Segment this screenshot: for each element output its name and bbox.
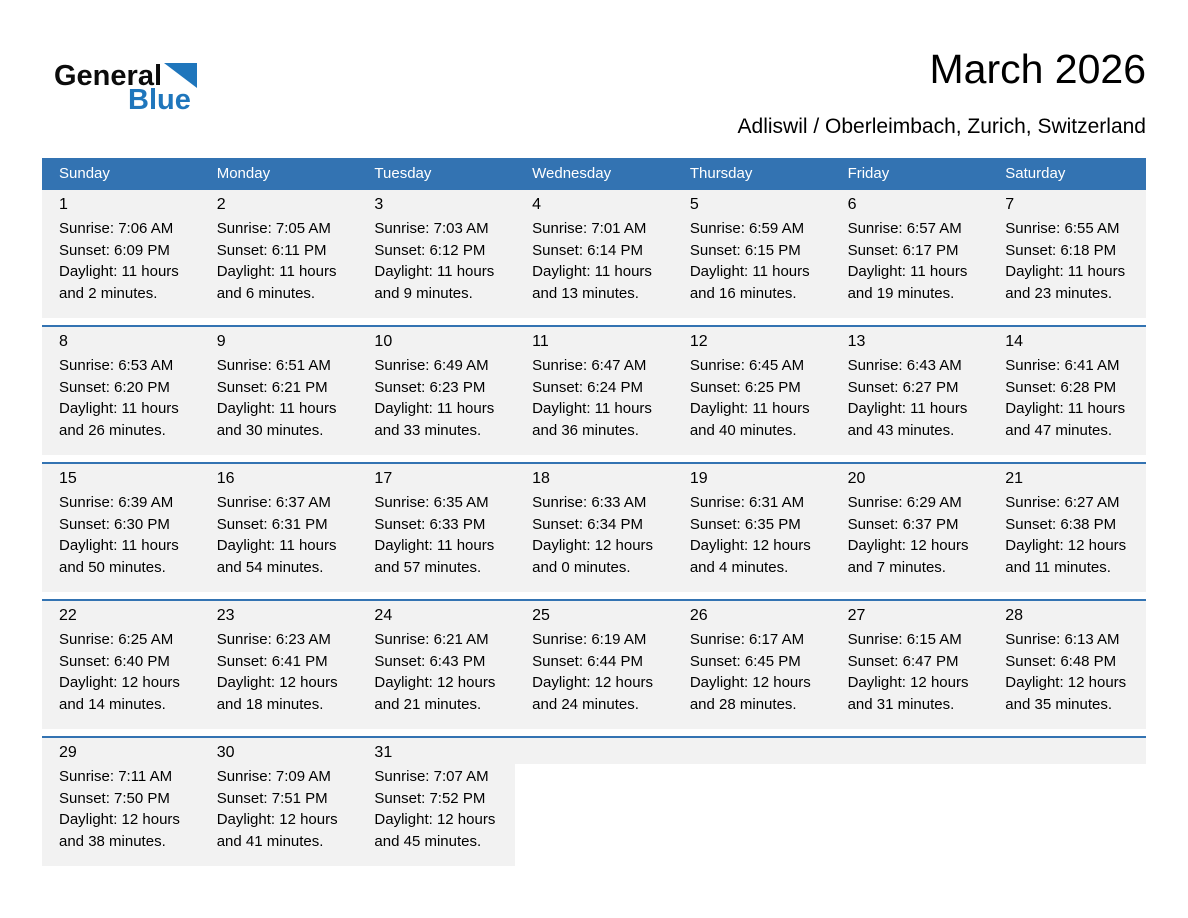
- day-number: 16: [200, 464, 358, 492]
- day-number: 5: [673, 190, 831, 218]
- daylight-text: Daylight: 11 hours and 19 minutes.: [847, 263, 968, 302]
- empty-day-cell: [831, 738, 989, 866]
- day-cell: [515, 327, 673, 455]
- logo-text-blue: Blue: [128, 84, 191, 116]
- sunset-text: Sunset: 6:09 PM: [59, 241, 170, 259]
- day-number: 24: [357, 601, 515, 629]
- day-cell: [515, 464, 673, 592]
- sunset-text: Sunset: 6:12 PM: [374, 241, 486, 259]
- daylight-text: Daylight: 12 hours and 11 minutes.: [1005, 537, 1127, 576]
- day-number: 20: [831, 464, 989, 492]
- weekday-wednesday: Wednesday: [532, 164, 612, 182]
- sunset-text: Sunset: 7:52 PM: [374, 789, 486, 807]
- day-number: 2: [200, 190, 358, 218]
- weekday-friday: Friday: [847, 164, 890, 182]
- daylight-text: Daylight: 11 hours and 2 minutes.: [59, 263, 179, 302]
- daylight-text: Daylight: 11 hours and 16 minutes.: [689, 263, 810, 302]
- daylight-text: Daylight: 11 hours and 36 minutes.: [532, 400, 652, 439]
- daylight-text: Daylight: 11 hours and 33 minutes.: [374, 400, 495, 439]
- sunrise-text: Sunrise: 7:07 AM: [374, 768, 489, 785]
- sunset-text: Sunset: 6:28 PM: [1005, 378, 1117, 396]
- sunrise-text: Sunrise: 6:43 AM: [847, 357, 962, 374]
- daylight-text: Daylight: 11 hours and 40 minutes.: [689, 400, 810, 439]
- sunrise-text: Sunrise: 6:55 AM: [1005, 220, 1120, 237]
- sunset-text: Sunset: 6:43 PM: [374, 652, 486, 670]
- day-number: 9: [200, 327, 358, 355]
- page-title: March 2026: [929, 46, 1146, 92]
- daylight-text: Daylight: 12 hours and 41 minutes.: [216, 811, 338, 850]
- day-cell: [831, 190, 989, 318]
- weekday-sunday: Sunday: [59, 164, 110, 182]
- day-cell: [42, 327, 200, 455]
- day-number: 1: [42, 190, 200, 218]
- sunrise-text: Sunrise: 6:41 AM: [1005, 357, 1120, 374]
- day-number: 30: [200, 738, 358, 766]
- day-number: 17: [357, 464, 515, 492]
- day-number: 29: [42, 738, 200, 766]
- sunrise-text: Sunrise: 6:33 AM: [532, 494, 647, 511]
- empty-day-cell: [515, 738, 673, 866]
- sunrise-text: Sunrise: 6:23 AM: [216, 631, 331, 648]
- daylight-text: Daylight: 12 hours and 7 minutes.: [847, 537, 969, 576]
- day-cell: [357, 464, 515, 592]
- sunrise-text: Sunrise: 6:57 AM: [847, 220, 962, 237]
- day-number: 10: [357, 327, 515, 355]
- sunset-text: Sunset: 6:11 PM: [216, 241, 327, 259]
- day-number: 15: [42, 464, 200, 492]
- day-number: 28: [988, 601, 1146, 629]
- weekday-header-row: [42, 158, 1146, 188]
- sunrise-text: Sunrise: 6:37 AM: [216, 494, 331, 511]
- sunset-text: Sunset: 6:25 PM: [689, 378, 801, 396]
- sunrise-text: Sunrise: 7:05 AM: [216, 220, 331, 237]
- sunrise-text: Sunrise: 6:49 AM: [374, 357, 489, 374]
- page-subtitle: Adliswil / Oberleimbach, Zurich, Switzerland: [737, 115, 1146, 139]
- day-number: 12: [673, 327, 831, 355]
- day-cell: [515, 190, 673, 318]
- sunrise-text: Sunrise: 6:35 AM: [374, 494, 489, 511]
- sunset-text: Sunset: 6:27 PM: [847, 378, 959, 396]
- daylight-text: Daylight: 12 hours and 28 minutes.: [689, 674, 811, 713]
- day-number: 26: [673, 601, 831, 629]
- day-number: 19: [673, 464, 831, 492]
- sunset-text: Sunset: 6:38 PM: [1005, 515, 1117, 533]
- daylight-text: Daylight: 11 hours and 30 minutes.: [216, 400, 337, 439]
- sunset-text: Sunset: 7:50 PM: [59, 789, 170, 807]
- day-number: 21: [988, 464, 1146, 492]
- day-cell: [673, 327, 831, 455]
- day-cell: [357, 327, 515, 455]
- sunrise-text: Sunrise: 6:45 AM: [689, 357, 805, 374]
- day-number: 6: [831, 190, 989, 218]
- day-cell: [42, 464, 200, 592]
- weekday-monday: Monday: [216, 164, 271, 182]
- daylight-text: Daylight: 12 hours and 21 minutes.: [374, 674, 496, 713]
- daylight-text: Daylight: 11 hours and 54 minutes.: [216, 537, 337, 576]
- daylight-text: Daylight: 12 hours and 4 minutes.: [689, 537, 811, 576]
- daylight-text: Daylight: 11 hours and 6 minutes.: [216, 263, 337, 302]
- sunset-text: Sunset: 6:44 PM: [532, 652, 644, 670]
- day-number: 3: [357, 190, 515, 218]
- daylight-text: Daylight: 11 hours and 9 minutes.: [374, 263, 495, 302]
- sunset-text: Sunset: 6:24 PM: [532, 378, 644, 396]
- day-cell: [988, 327, 1146, 455]
- sunset-text: Sunset: 6:30 PM: [59, 515, 170, 533]
- day-number: 25: [515, 601, 673, 629]
- day-number: 11: [515, 327, 673, 355]
- day-number: 18: [515, 464, 673, 492]
- daylight-text: Daylight: 12 hours and 18 minutes.: [216, 674, 338, 713]
- day-number: 7: [988, 190, 1146, 218]
- day-cell: [200, 601, 358, 729]
- week-row: [42, 188, 1146, 318]
- sunset-text: Sunset: 6:47 PM: [847, 652, 959, 670]
- daylight-text: Daylight: 11 hours and 26 minutes.: [59, 400, 179, 439]
- daylight-text: Daylight: 12 hours and 38 minutes.: [59, 811, 180, 850]
- empty-day-cell: [673, 738, 831, 866]
- day-cell: [988, 464, 1146, 592]
- daylight-text: Daylight: 12 hours and 35 minutes.: [1005, 674, 1127, 713]
- day-number: 14: [988, 327, 1146, 355]
- day-cell: [831, 601, 989, 729]
- daylight-text: Daylight: 12 hours and 0 minutes.: [532, 537, 654, 576]
- sunrise-text: Sunrise: 6:25 AM: [59, 631, 174, 648]
- sunrise-text: Sunrise: 6:13 AM: [1005, 631, 1120, 648]
- sunset-text: Sunset: 6:14 PM: [532, 241, 644, 259]
- day-cell: [988, 601, 1146, 729]
- week-row: [42, 325, 1146, 455]
- day-number: 8: [42, 327, 200, 355]
- day-number: 31: [357, 738, 515, 766]
- day-cell: [200, 190, 358, 318]
- sunset-text: Sunset: 6:34 PM: [532, 515, 644, 533]
- day-number: 27: [831, 601, 989, 629]
- day-cell: [673, 464, 831, 592]
- daylight-text: Daylight: 11 hours and 57 minutes.: [374, 537, 495, 576]
- logo-text-general: General: [54, 60, 162, 92]
- week-row: [42, 736, 1146, 866]
- sunrise-text: Sunrise: 7:09 AM: [216, 768, 331, 785]
- sunset-text: Sunset: 6:20 PM: [59, 378, 170, 396]
- sunrise-text: Sunrise: 6:21 AM: [374, 631, 489, 648]
- week-row: [42, 599, 1146, 729]
- sunrise-text: Sunrise: 7:06 AM: [59, 220, 174, 237]
- day-cell: [831, 327, 989, 455]
- day-cell: [357, 738, 515, 866]
- day-cell: [357, 601, 515, 729]
- sunrise-text: Sunrise: 6:51 AM: [216, 357, 331, 374]
- calendar-weeks: [42, 188, 1146, 866]
- day-cell: [200, 327, 358, 455]
- sunset-text: Sunset: 6:48 PM: [1005, 652, 1117, 670]
- sunset-text: Sunset: 7:51 PM: [216, 789, 328, 807]
- day-cell: [515, 601, 673, 729]
- day-cell: [200, 738, 358, 866]
- sunrise-text: Sunrise: 6:19 AM: [532, 631, 647, 648]
- sunrise-text: Sunrise: 6:53 AM: [59, 357, 174, 374]
- weekday-thursday: Thursday: [689, 164, 753, 182]
- empty-day-cell: [988, 738, 1146, 866]
- sunset-text: Sunset: 6:23 PM: [374, 378, 486, 396]
- day-cell: [988, 190, 1146, 318]
- sunrise-text: Sunrise: 6:31 AM: [689, 494, 805, 511]
- sunset-text: Sunset: 6:15 PM: [689, 241, 801, 259]
- weekday-tuesday: Tuesday: [374, 164, 432, 182]
- day-cell: [673, 601, 831, 729]
- sunset-text: Sunset: 6:45 PM: [689, 652, 801, 670]
- daylight-text: Daylight: 12 hours and 45 minutes.: [374, 811, 496, 850]
- day-cell: [42, 601, 200, 729]
- daylight-text: Daylight: 12 hours and 14 minutes.: [59, 674, 180, 713]
- sunset-text: Sunset: 6:21 PM: [216, 378, 328, 396]
- title-block: [738, 46, 1146, 139]
- day-number: [515, 738, 673, 764]
- day-cell: [357, 190, 515, 318]
- daylight-text: Daylight: 11 hours and 13 minutes.: [532, 263, 652, 302]
- general-blue-logo: [54, 60, 254, 117]
- calendar: [42, 158, 1146, 866]
- sunset-text: Sunset: 6:18 PM: [1005, 241, 1117, 259]
- daylight-text: Daylight: 11 hours and 47 minutes.: [1005, 400, 1126, 439]
- sunset-text: Sunset: 6:37 PM: [847, 515, 959, 533]
- sunrise-text: Sunrise: 6:39 AM: [59, 494, 174, 511]
- sunrise-text: Sunrise: 7:01 AM: [532, 220, 647, 237]
- sunset-text: Sunset: 6:33 PM: [374, 515, 486, 533]
- day-number: [988, 738, 1146, 764]
- sunset-text: Sunset: 6:40 PM: [59, 652, 170, 670]
- sunrise-text: Sunrise: 6:17 AM: [689, 631, 805, 648]
- sunrise-text: Sunrise: 7:11 AM: [59, 768, 173, 785]
- sunset-text: Sunset: 6:31 PM: [216, 515, 328, 533]
- sunrise-text: Sunrise: 6:47 AM: [532, 357, 647, 374]
- day-number: 22: [42, 601, 200, 629]
- sunrise-text: Sunrise: 6:27 AM: [1005, 494, 1120, 511]
- day-number: 4: [515, 190, 673, 218]
- day-cell: [42, 190, 200, 318]
- day-number: [673, 738, 831, 764]
- day-cell: [831, 464, 989, 592]
- daylight-text: Daylight: 11 hours and 50 minutes.: [59, 537, 179, 576]
- sunrise-text: Sunrise: 6:29 AM: [847, 494, 962, 511]
- sunset-text: Sunset: 6:17 PM: [847, 241, 959, 259]
- weekday-saturday: Saturday: [1005, 164, 1066, 182]
- sunset-text: Sunset: 6:35 PM: [689, 515, 801, 533]
- sunset-text: Sunset: 6:41 PM: [216, 652, 328, 670]
- day-number: 13: [831, 327, 989, 355]
- daylight-text: Daylight: 12 hours and 24 minutes.: [532, 674, 654, 713]
- sunrise-text: Sunrise: 6:59 AM: [689, 220, 805, 237]
- sunrise-text: Sunrise: 7:03 AM: [374, 220, 489, 237]
- day-cell: [673, 190, 831, 318]
- day-cell: [42, 738, 200, 866]
- sunrise-text: Sunrise: 6:15 AM: [847, 631, 962, 648]
- daylight-text: Daylight: 11 hours and 43 minutes.: [847, 400, 968, 439]
- day-number: [831, 738, 989, 764]
- day-cell: [200, 464, 358, 592]
- week-row: [42, 462, 1146, 592]
- daylight-text: Daylight: 12 hours and 31 minutes.: [847, 674, 969, 713]
- day-number: 23: [200, 601, 358, 629]
- daylight-text: Daylight: 11 hours and 23 minutes.: [1005, 263, 1126, 302]
